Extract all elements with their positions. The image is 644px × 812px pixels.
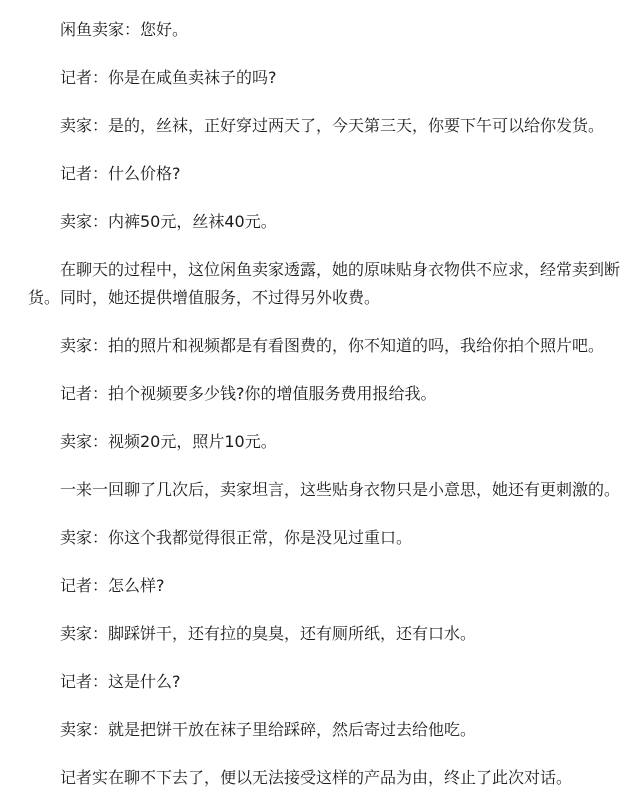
dialogue-line: 卖家：就是把饼干放在袜子里给踩碎，然后寄过去给他吃。 bbox=[60, 720, 477, 739]
dialogue-line: 卖家：视频20元，照片10元。 bbox=[60, 432, 277, 451]
dialogue-line: 记者：怎么样? bbox=[60, 576, 165, 595]
dialogue-line: 记者：这是什么? bbox=[60, 672, 181, 691]
dialogue-line: 记者：拍个视频要多少钱?你的增值服务费用报给我。 bbox=[60, 384, 437, 403]
dialogue-line: 记者：什么价格? bbox=[60, 164, 181, 183]
dialogue-line: 闲鱼卖家：您好。 bbox=[60, 20, 189, 39]
dialogue-line: 卖家：内裤50元，丝袜40元。 bbox=[60, 212, 277, 231]
narrative-paragraph: 在聊天的过程中，这位闲鱼卖家透露，她的原味贴身衣物供不应求，经常卖到断货。同时，她还提供增值服务，不过得另外收费。 bbox=[28, 260, 621, 307]
article-body bbox=[28, 16, 621, 812]
dialogue-line: 卖家：脚踩饼干，还有拉的臭臭，还有厕所纸，还有口水。 bbox=[60, 624, 477, 643]
dialogue-line: 卖家：是的，丝袜，正好穿过两天了，今天第三天，你要下午可以给你发货。 bbox=[60, 116, 605, 135]
dialogue-line: 卖家：你这个我都觉得很正常，你是没见过重口。 bbox=[60, 528, 413, 547]
narrative-paragraph: 一来一回聊了几次后，卖家坦言，这些贴身衣物只是小意思，她还有更刺激的。 bbox=[60, 480, 621, 499]
narrative-paragraph: 记者实在聊不下去了，便以无法接受这样的产品为由，终止了此次对话。 bbox=[60, 768, 573, 787]
dialogue-line: 记者：你是在咸鱼卖袜子的吗? bbox=[60, 68, 277, 87]
dialogue-line: 卖家：拍的照片和视频都是有看图费的，你不知道的吗，我给你拍个照片吧。 bbox=[60, 336, 605, 355]
